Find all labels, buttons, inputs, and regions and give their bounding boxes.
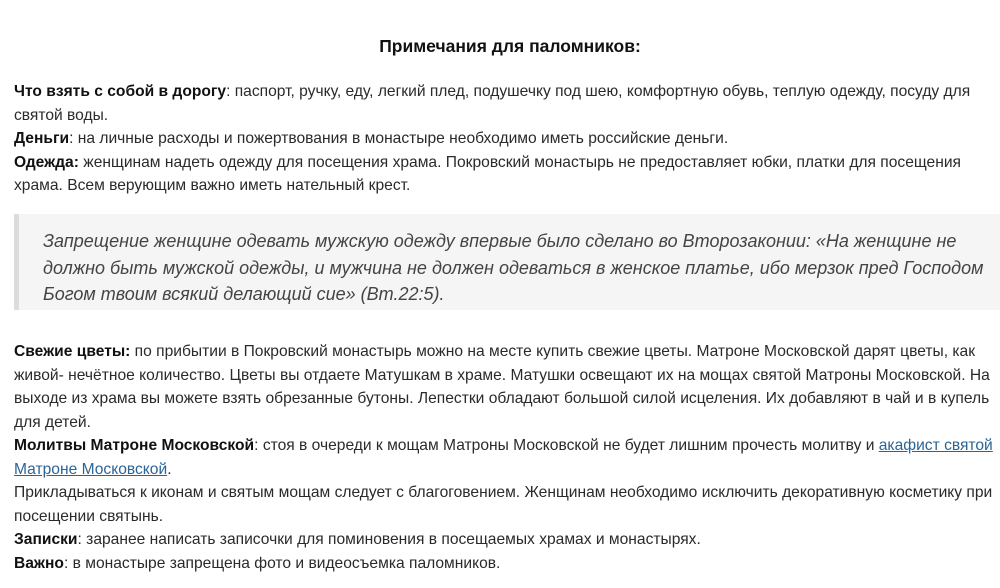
item-notes: [14, 528, 996, 552]
item-prayers: [14, 434, 996, 481]
item-reverence: Прикладываться к иконам и святым мощам следует с благоговением. Женщинам необходимо исключить декоративную косметику при посещении святынь.: [14, 484, 993, 525]
item-text: по прибытии в Покровский монастырь можно на месте купить свежие цветы. Матроне Московской дарят цветы, как живой- нечётное количество. Цветы вы отдаете Матушкам в храме. Матушки освещают их на мощах святой Матроны Московской. На выходе из храма вы можете взять обрезанные бутоны. Лепестки обладают большой силой исцеления. Их добавляют в чай и в купель для детей.: [14, 343, 990, 431]
details-block: [14, 340, 996, 575]
item-clothing: [14, 151, 996, 198]
item-text: : заранее написать записочки для поминовения в посещаемых храмах и монастырях.: [77, 531, 701, 548]
item-text: женщинам надеть одежду для посещения храма. Покровский монастырь не предоставляет юбки, платки для посещения храма. Всем верующим важно иметь нательный крест.: [14, 153, 961, 194]
item-take-along: [14, 80, 996, 127]
item-label: Деньги: [14, 130, 70, 147]
page-title: Примечания для паломников:: [379, 36, 641, 56]
blockquote-text: Запрещение женщине одевать мужскую одежду впервые было сделано во Второзаконии: «На женщине не должно быть мужской одежды, и мужчина не должен одеваться в женское платье, ибо мерзок пред Господом Богом твоим всякий делающий сие» (Вт.22:5).: [43, 231, 984, 304]
item-text: : на личные расходы и пожертвования в монастыре необходимо иметь российские деньги.: [69, 130, 729, 147]
item-text-end: .: [167, 460, 172, 478]
item-label: Свежие цветы:: [14, 343, 131, 360]
item-label: Одежда:: [14, 153, 79, 171]
item-label: Важно: [14, 554, 64, 572]
item-label: Что взять с собой в дорогу: [14, 83, 227, 100]
item-label: Молитвы Матроне Московской: [14, 437, 255, 454]
item-label: Записки: [14, 531, 78, 548]
item-text: : стоя в очереди к мощам Матроны Московской не будет лишним прочесть молитву и: [254, 437, 879, 454]
item-text: : паспорт, ручку, еду, легкий плед, подушечку под шею, комфортную обувь, теплую одежду, посуду для святой воды.: [14, 83, 971, 124]
blockquote: [14, 214, 1000, 310]
items-block: [14, 80, 996, 198]
item-text: : в монастыре запрещена фото и видеосъемка паломников.: [63, 554, 501, 572]
akathist-link[interactable]: акафист святой Матроне Московской: [14, 437, 993, 478]
item-flowers: [14, 340, 996, 434]
item-important: [14, 552, 996, 576]
item-money: [14, 127, 996, 151]
